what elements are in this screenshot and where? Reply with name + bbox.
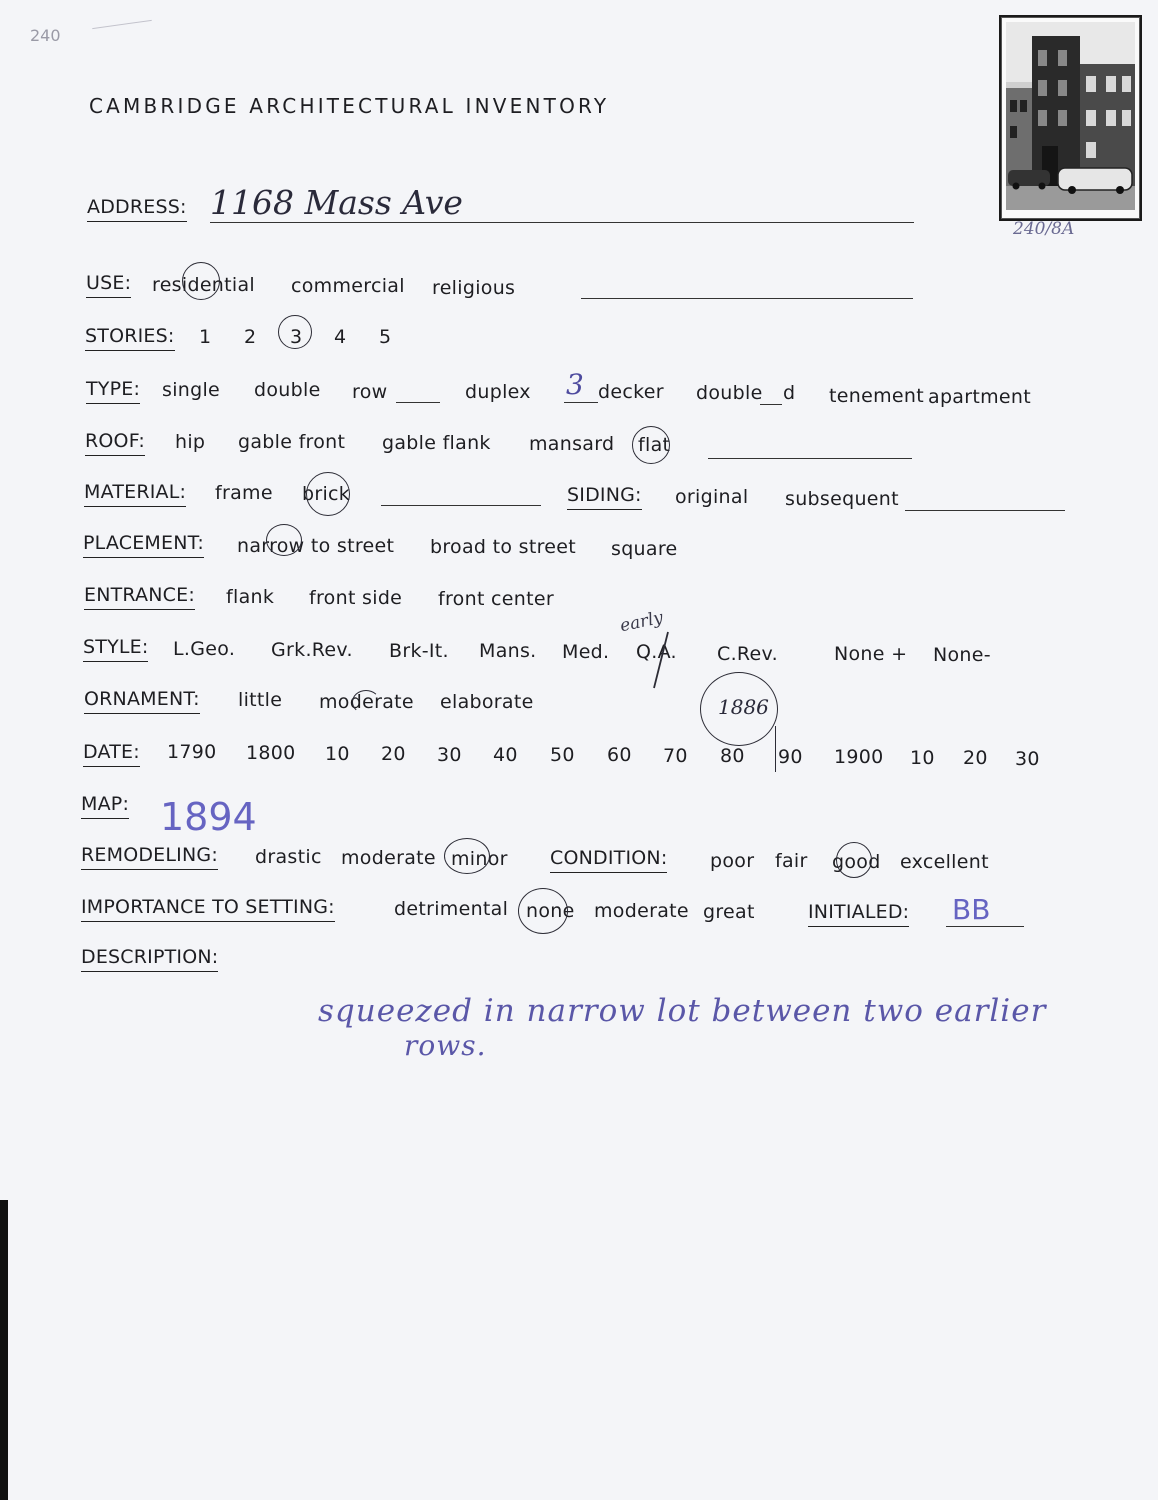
remodeling-option-drastic: drastic — [255, 846, 322, 868]
type-row-line — [396, 402, 440, 403]
stories-option-4: 4 — [334, 326, 347, 348]
type-double-d-line — [760, 404, 782, 405]
entrance-option-front-center: front center — [438, 588, 554, 610]
placement-option-broad: broad to street — [430, 536, 577, 558]
use-other-line — [581, 298, 913, 299]
date-option-1900: 1900 — [834, 746, 884, 768]
material-other-line — [381, 505, 541, 506]
date-tick-mark — [775, 726, 776, 772]
type-option-row: row — [352, 381, 388, 403]
type-option-d: d — [783, 382, 796, 404]
address-value: 1168 Mass Ave — [210, 183, 463, 222]
date-option-60: 60 — [607, 744, 632, 766]
description-line-1: squeezed in narrow lot between two earlier — [318, 993, 1047, 1029]
roof-selected-circle — [632, 426, 670, 464]
ornament-option-moderate: moderate — [319, 691, 414, 713]
initialed-line — [946, 926, 1024, 927]
remodeling-option-moderate: moderate — [341, 847, 436, 869]
form-title: CAMBRIDGE ARCHITECTURAL INVENTORY — [89, 94, 610, 118]
style-option-mans: Mans. — [479, 640, 537, 662]
importance-label: IMPORTANCE TO SETTING: — [81, 898, 335, 922]
date-option-1920: 20 — [963, 747, 988, 769]
importance-option-none: none — [526, 900, 575, 922]
condition-option-excellent: excellent — [900, 851, 989, 873]
building-photo — [1001, 17, 1140, 219]
type-option-decker: decker — [598, 381, 664, 403]
map-value: 1894 — [160, 795, 257, 839]
roof-option-flat: flat — [638, 434, 671, 456]
description-label: DESCRIPTION: — [81, 948, 218, 972]
siding-option-original: original — [675, 486, 749, 508]
type-option-tenement: tenement — [829, 385, 924, 407]
ornament-selected-mark — [352, 690, 380, 714]
condition-option-good: good — [832, 851, 881, 873]
style-option-med: Med. — [562, 641, 610, 663]
ornament-label: ORNAMENT: — [84, 690, 200, 714]
condition-option-poor: poor — [710, 850, 755, 872]
roof-option-gable-flank: gable flank — [382, 432, 491, 454]
scan-edge-shadow — [0, 1200, 8, 1500]
condition-selected-circle — [836, 842, 872, 878]
style-option-none-minus: None- — [933, 644, 991, 666]
date-option-70: 70 — [663, 745, 688, 767]
type-decker-value: 3 — [566, 368, 584, 401]
type-option-single: single — [162, 379, 221, 401]
use-label: USE: — [86, 274, 131, 298]
stories-option-1: 1 — [199, 326, 212, 348]
ornament-option-elaborate: elaborate — [440, 691, 534, 713]
type-option-duplex: duplex — [465, 381, 531, 403]
stories-option-3: 3 — [290, 326, 303, 348]
condition-label: CONDITION: — [550, 849, 667, 873]
material-option-brick: brick — [302, 483, 351, 505]
type-decker-line — [564, 402, 598, 403]
date-option-90: 90 — [778, 746, 803, 768]
pencil-stroke — [92, 20, 152, 29]
date-annotation: 1886 — [718, 695, 769, 719]
date-label: DATE: — [83, 743, 140, 767]
placement-label: PLACEMENT: — [83, 534, 204, 558]
stories-selected-circle — [278, 315, 312, 349]
siding-option-subsequent: subsequent — [785, 488, 899, 510]
importance-selected-circle — [518, 888, 568, 934]
roof-option-gable-front: gable front — [238, 431, 346, 453]
photo-caption: 240/8A — [1013, 219, 1075, 239]
importance-option-great: great — [703, 901, 755, 923]
roof-option-mansard: mansard — [529, 433, 615, 455]
stories-label: STORIES: — [85, 327, 175, 351]
style-option-grkrev: Grk.Rev. — [271, 639, 353, 661]
remodeling-option-minor: minor — [451, 848, 508, 870]
date-option-30: 30 — [437, 744, 462, 766]
style-option-crev: C.Rev. — [717, 643, 778, 665]
address-label: ADDRESS: — [87, 198, 187, 222]
material-label: MATERIAL: — [84, 483, 186, 507]
roof-label: ROOF: — [85, 432, 145, 456]
siding-other-line — [905, 510, 1065, 511]
description-line-2: rows. — [404, 1029, 487, 1062]
material-selected-circle — [306, 472, 350, 516]
date-option-1930: 30 — [1015, 748, 1040, 770]
initialed-value: BB — [952, 893, 991, 926]
date-option-50: 50 — [550, 744, 575, 766]
style-option-none-plus: None + — [834, 643, 908, 665]
entrance-option-flank: flank — [226, 586, 275, 608]
remodeling-selected-circle — [444, 838, 490, 874]
ornament-option-little: little — [238, 689, 283, 711]
building-photo-image — [1002, 18, 1139, 218]
style-option-brkit: Brk-It. — [389, 640, 449, 662]
date-option-80: 80 — [720, 745, 745, 767]
style-annotation: early — [618, 607, 665, 637]
type-label: TYPE: — [86, 380, 140, 404]
initialed-label: INITIALED: — [808, 903, 909, 927]
date-option-20: 20 — [381, 743, 406, 765]
entrance-option-front-side: front side — [309, 587, 403, 609]
use-option-commercial: commercial — [291, 275, 405, 297]
date-option-40: 40 — [493, 744, 518, 766]
style-slash-mark — [650, 630, 672, 692]
stories-option-2: 2 — [244, 326, 257, 348]
entrance-label: ENTRANCE: — [84, 586, 195, 610]
siding-label: SIDING: — [567, 486, 642, 510]
date-option-1790: 1790 — [167, 741, 217, 763]
date-option-1910: 10 — [910, 747, 935, 769]
style-label: STYLE: — [83, 638, 148, 662]
use-option-residential: residential — [152, 274, 256, 296]
placement-option-square: square — [611, 538, 678, 560]
style-option-qa: Q.A. — [636, 641, 677, 663]
roof-other-line — [708, 458, 912, 459]
type-option-double-d: double — [696, 382, 763, 404]
use-selected-circle — [182, 262, 220, 300]
importance-option-moderate: moderate — [594, 900, 689, 922]
stories-option-5: 5 — [379, 326, 392, 348]
map-label: MAP: — [81, 795, 129, 819]
corner-pencil-note: 240 — [30, 26, 61, 45]
material-option-frame: frame — [215, 482, 273, 504]
date-option-1800: 1800 — [246, 742, 296, 764]
address-line — [210, 222, 914, 223]
use-option-religious: religious — [432, 277, 516, 299]
style-option-lgeo: L.Geo. — [173, 638, 236, 660]
importance-option-detrimental: detrimental — [394, 898, 509, 920]
type-option-double: double — [254, 379, 321, 401]
type-option-apartment: apartment — [928, 386, 1031, 408]
remodeling-label: REMODELING: — [81, 846, 218, 870]
roof-option-hip: hip — [175, 431, 206, 453]
placement-option-narrow: narrow to street — [237, 535, 395, 557]
placement-selected-circle — [266, 524, 302, 556]
date-option-10: 10 — [325, 743, 350, 765]
condition-option-fair: fair — [775, 850, 808, 872]
